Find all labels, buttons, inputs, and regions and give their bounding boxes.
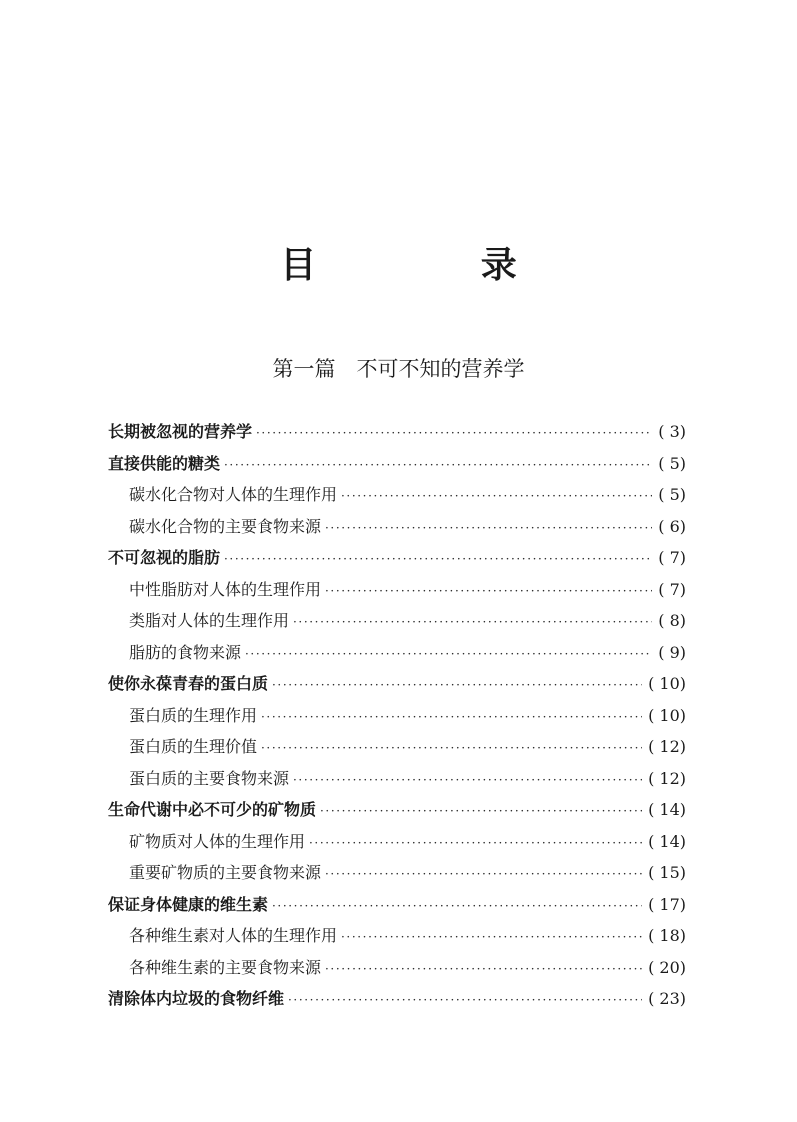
toc-page-number: ( 3) bbox=[658, 422, 686, 441]
toc-entry[interactable] bbox=[108, 668, 686, 700]
toc-leader-dots bbox=[293, 765, 642, 797]
toc-leader-dots bbox=[245, 639, 652, 671]
toc-subentry-title: 各种维生素的主要食物来源 bbox=[129, 957, 322, 977]
toc-subentry[interactable] bbox=[108, 637, 686, 669]
page-title: 目 录 bbox=[280, 245, 593, 286]
toc-subentry-title: 蛋白质的主要食物来源 bbox=[129, 768, 290, 788]
toc-subentry[interactable] bbox=[108, 605, 686, 637]
toc-page-number: ( 20) bbox=[648, 957, 686, 977]
toc-subentry-title: 中性脂肪对人体的生理作用 bbox=[129, 579, 322, 599]
toc-subentry[interactable] bbox=[108, 574, 686, 606]
toc-leader-dots bbox=[325, 513, 652, 545]
toc-entry-title: 长期被忽视的营养学 bbox=[108, 422, 253, 441]
toc-entry[interactable] bbox=[108, 983, 686, 1015]
toc-page-number: ( 17) bbox=[648, 894, 686, 914]
toc-page-number: ( 7) bbox=[658, 548, 686, 567]
toc-entry-title: 保证身体健康的维生素 bbox=[108, 894, 269, 914]
toc-subentry[interactable] bbox=[108, 731, 686, 763]
toc-subentry-title: 重要矿物质的主要食物来源 bbox=[129, 863, 322, 882]
toc-entry-title: 不可忽视的脂肪 bbox=[108, 548, 221, 567]
toc-subentry[interactable] bbox=[108, 700, 686, 732]
toc-entry[interactable] bbox=[108, 542, 686, 574]
toc-subentry[interactable] bbox=[108, 826, 686, 858]
toc-page-number: ( 10) bbox=[648, 705, 686, 725]
toc-page-number: ( 10) bbox=[648, 674, 686, 693]
toc-leader-dots bbox=[261, 733, 642, 765]
toc-subentry[interactable] bbox=[108, 952, 686, 984]
toc-leader-dots bbox=[320, 796, 642, 828]
toc-entry-title: 清除体内垃圾的食物纤维 bbox=[108, 989, 285, 1008]
toc-page-number: ( 23) bbox=[648, 989, 686, 1008]
toc-leader-dots bbox=[325, 576, 652, 608]
toc-subentry-title: 类脂对人体的生理作用 bbox=[129, 611, 290, 630]
toc-subentry-title: 脂肪的食物来源 bbox=[129, 642, 242, 662]
toc-subentry-title: 碳水化合物的主要食物来源 bbox=[129, 516, 322, 536]
toc-subentry[interactable] bbox=[108, 479, 686, 511]
toc-leader-dots bbox=[261, 702, 642, 734]
toc-page-number: ( 5) bbox=[658, 485, 686, 504]
toc-subentry-title: 蛋白质的生理作用 bbox=[129, 705, 258, 725]
toc-entry[interactable] bbox=[108, 448, 686, 480]
toc-subentry-title: 蛋白质的生理价值 bbox=[129, 737, 258, 756]
toc-page-number: ( 12) bbox=[648, 737, 686, 756]
toc-page-number: ( 9) bbox=[658, 642, 686, 662]
toc-entry[interactable] bbox=[108, 416, 686, 448]
toc-subentry-title: 碳水化合物对人体的生理作用 bbox=[129, 485, 338, 504]
part-title: 第一篇 不可不知的营养学 bbox=[272, 357, 525, 381]
toc-page-number: ( 5) bbox=[658, 453, 686, 473]
toc-page-number: ( 18) bbox=[648, 926, 686, 945]
toc-entry[interactable] bbox=[108, 794, 686, 826]
toc-leader-dots bbox=[293, 607, 652, 639]
toc-page-number: ( 8) bbox=[658, 611, 686, 630]
toc-subentry-title: 矿物质对人体的生理作用 bbox=[129, 831, 306, 851]
toc-leader-dots bbox=[309, 828, 642, 860]
toc-entry-title: 使你永葆青春的蛋白质 bbox=[108, 674, 269, 693]
toc-entry-title: 生命代谢中必不可少的矿物质 bbox=[108, 800, 317, 819]
toc-subentry[interactable] bbox=[108, 763, 686, 795]
toc-leader-dots bbox=[325, 859, 642, 891]
toc-entry-title: 直接供能的糖类 bbox=[108, 453, 221, 473]
toc-subentry-title: 各种维生素对人体的生理作用 bbox=[129, 926, 338, 945]
toc-leader-dots bbox=[224, 450, 652, 482]
toc-subentry[interactable] bbox=[108, 920, 686, 952]
toc-page-number: ( 7) bbox=[658, 579, 686, 599]
toc-leader-dots bbox=[341, 922, 642, 954]
toc-leader-dots bbox=[272, 670, 642, 702]
toc-leader-dots bbox=[224, 544, 652, 576]
table-of-contents bbox=[108, 416, 686, 1015]
toc-page-number: ( 14) bbox=[648, 831, 686, 851]
toc-subentry[interactable] bbox=[108, 511, 686, 543]
toc-entry[interactable] bbox=[108, 889, 686, 921]
toc-leader-dots bbox=[256, 418, 652, 450]
toc-page-number: ( 14) bbox=[648, 800, 686, 819]
toc-leader-dots bbox=[272, 891, 642, 923]
toc-page-number: ( 15) bbox=[648, 863, 686, 882]
toc-leader-dots bbox=[325, 954, 642, 986]
toc-leader-dots bbox=[341, 481, 652, 513]
toc-page-number: ( 6) bbox=[658, 516, 686, 536]
toc-leader-dots bbox=[288, 985, 642, 1017]
toc-subentry[interactable] bbox=[108, 857, 686, 889]
toc-page-number: ( 12) bbox=[648, 768, 686, 788]
